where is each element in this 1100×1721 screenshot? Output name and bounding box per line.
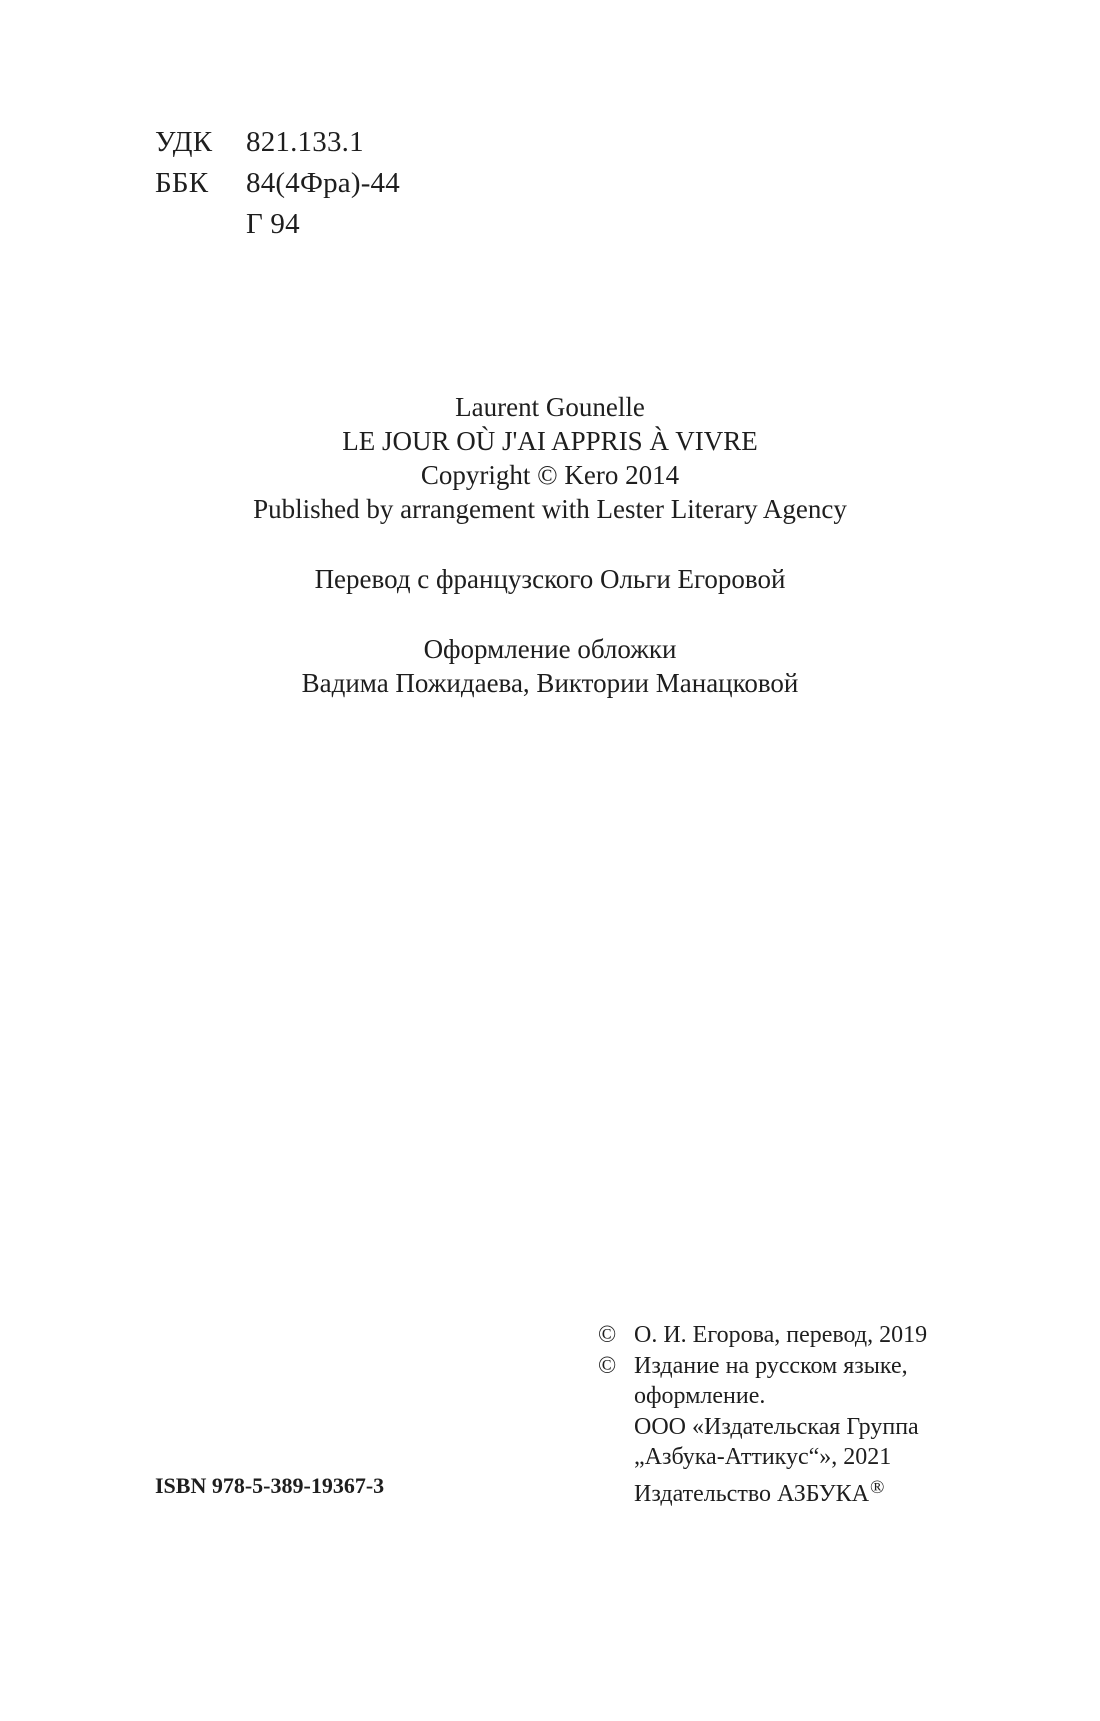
author-mark-row bbox=[155, 204, 400, 245]
translation-credit: Перевод с французского Ольги Егоровой bbox=[314, 564, 786, 594]
copyright-entry-translation bbox=[598, 1320, 927, 1351]
registered-trademark-icon: ® bbox=[870, 1476, 885, 1498]
copyright-edition-line: оформление. bbox=[634, 1383, 766, 1409]
cover-design-heading: Оформление обложки bbox=[423, 634, 677, 664]
author-mark: Г 94 bbox=[246, 208, 300, 240]
arrangement-notice: Published by arrangement with Lester Literary Agency bbox=[253, 494, 847, 524]
bbk-value: 84(4Фра)-44 bbox=[246, 167, 400, 199]
copyright-edition-line: ООО «Издательская Группа bbox=[634, 1413, 919, 1440]
publisher-line bbox=[634, 1473, 919, 1507]
udk-row bbox=[155, 122, 400, 163]
isbn: ISBN 978-5-389-19367-3 bbox=[155, 1473, 385, 1498]
translation-credit-block bbox=[0, 562, 1100, 596]
copyright-translation-line: О. И. Егорова, перевод, 2019 bbox=[634, 1322, 928, 1348]
classification-block bbox=[155, 122, 400, 245]
copyright-icon: © bbox=[598, 1352, 617, 1379]
copyright-edition-line: Издание на русском языке, bbox=[634, 1352, 908, 1379]
copyright-notices bbox=[598, 1320, 928, 1507]
original-edition-block bbox=[0, 390, 1100, 526]
cover-design-block bbox=[0, 632, 1100, 700]
copyright-edition-line: „Азбука-Аттикус“», 2021 bbox=[634, 1444, 892, 1470]
original-copyright: Copyright © Kero 2014 bbox=[420, 460, 680, 490]
udk-label: УДК bbox=[155, 126, 213, 158]
copyright-icon: © bbox=[598, 1322, 617, 1348]
original-title: LE JOUR OÙ J'AI APPRIS À VIVRE bbox=[342, 426, 758, 456]
udk-value: 821.133.1 bbox=[246, 126, 364, 158]
bbk-label: ББК bbox=[155, 167, 209, 199]
bbk-row bbox=[155, 163, 400, 204]
cover-designers: Вадима Пожидаева, Виктории Манацковой bbox=[301, 668, 799, 698]
copyright-entry-edition bbox=[598, 1351, 927, 1507]
original-author: Laurent Gounelle bbox=[455, 392, 645, 422]
publisher-name: Издательство АЗБУКА bbox=[634, 1480, 870, 1507]
